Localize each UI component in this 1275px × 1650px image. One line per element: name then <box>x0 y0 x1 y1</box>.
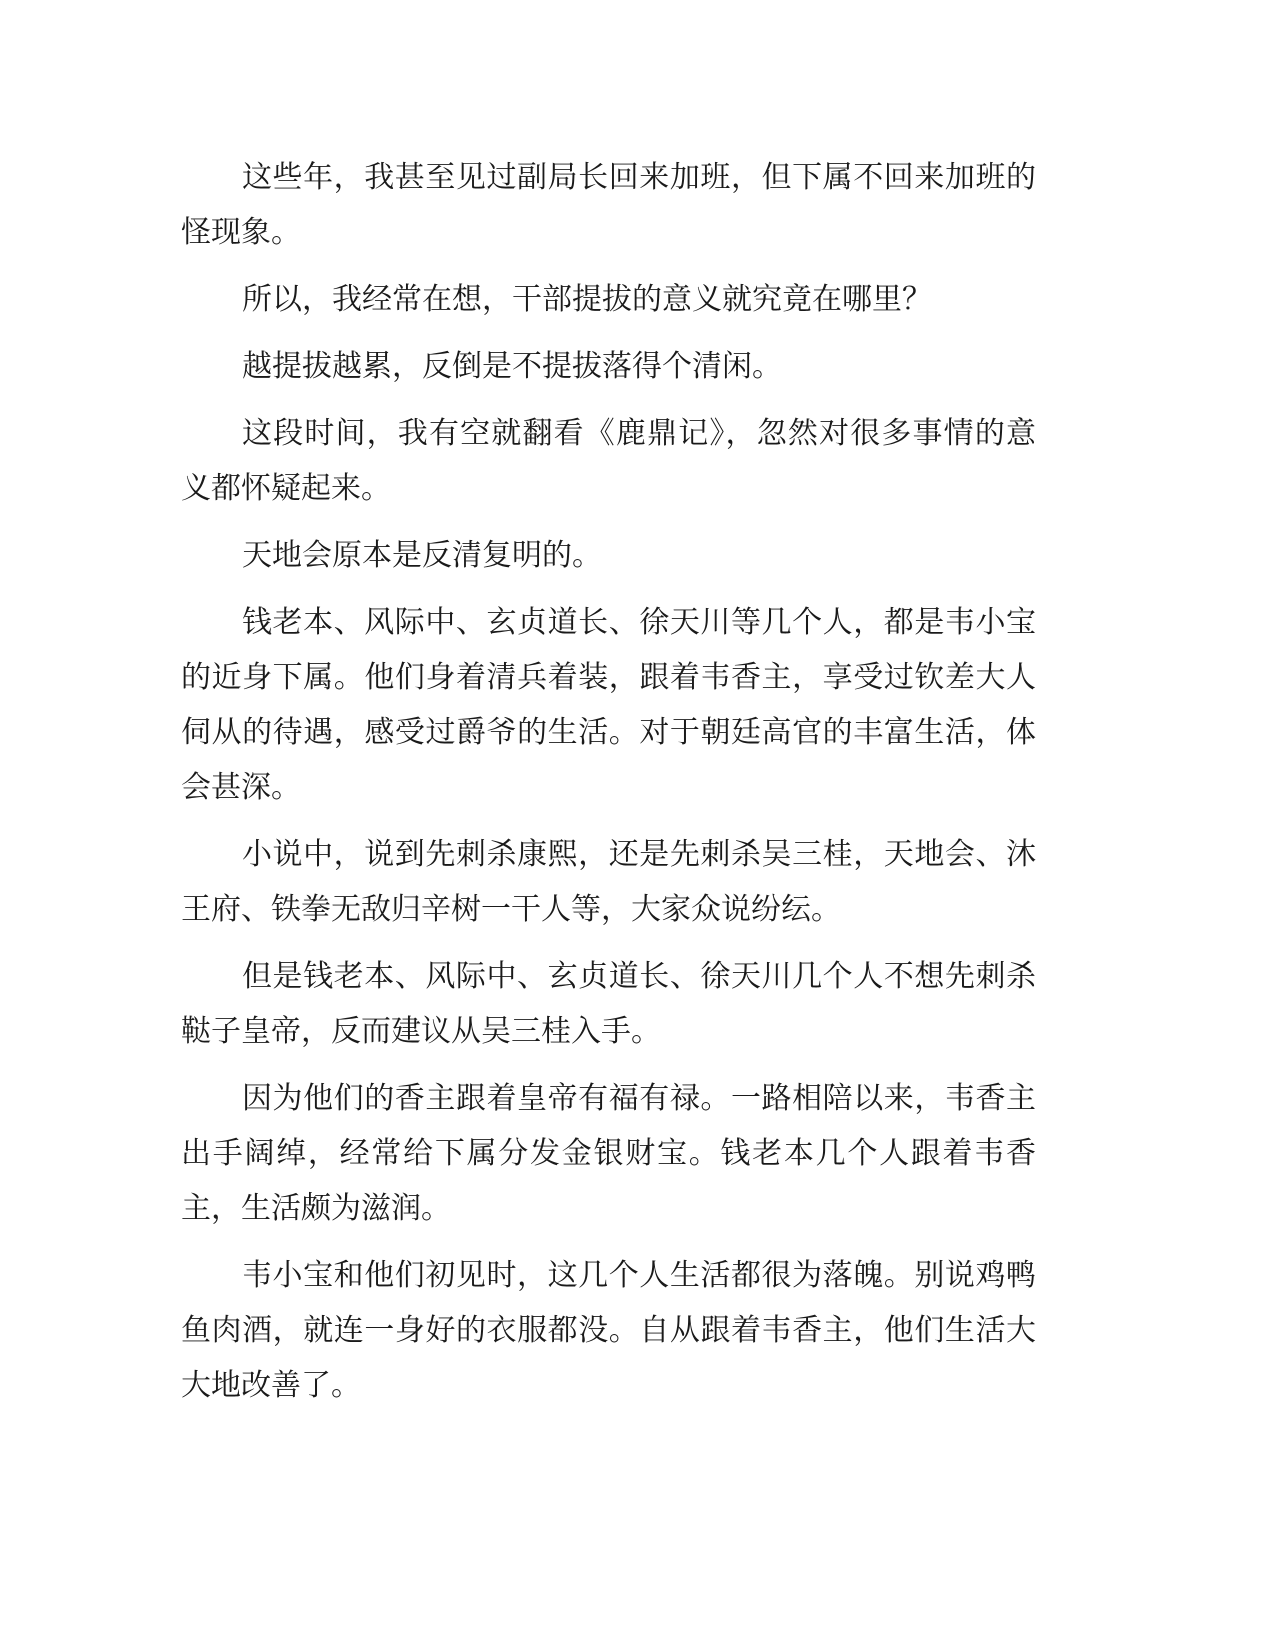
paragraph: 这些年，我甚至见过副局长回来加班，但下属不回来加班的怪现象。 <box>181 160 1036 250</box>
paragraph: 钱老本、风际中、玄贞道长、徐天川等几个人，都是韦小宝的近身下属。他们身着清兵着装，跟着韦香主，享受过钦差大人伺从的待遇，感受过爵爷的生活。对于朝廷高官的丰富生活，体会甚深。 <box>181 605 1036 805</box>
paragraph: 因为他们的香主跟着皇帝有福有禄。一路相陪以来，韦香主出手阔绰，经常给下属分发金银财宝。钱老本几个人跟着韦香主，生活颇为滋润。 <box>181 1081 1036 1226</box>
paragraph: 天地会原本是反清复明的。 <box>242 538 602 573</box>
paragraph: 这段时间，我有空就翻看《鹿鼎记》，忽然对很多事情的意义都怀疑起来。 <box>181 416 1036 506</box>
paragraph: 但是钱老本、风际中、玄贞道长、徐天川几个人不想先刺杀鞑子皇帝，反而建议从吴三桂入手。 <box>181 959 1036 1049</box>
paragraph: 韦小宝和他们初见时，这几个人生活都很为落魄。别说鸡鸭鱼肉酒，就连一身好的衣服都没。自从跟着韦香主，他们生活大大地改善了。 <box>181 1258 1036 1403</box>
paragraph: 越提拔越累，反倒是不提拔落得个清闲。 <box>242 349 782 384</box>
document-body <box>181 150 1036 1413</box>
paragraph: 小说中，说到先刺杀康熙，还是先刺杀吴三桂，天地会、沐王府、铁拳无敌归辛树一干人等，大家众说纷纭。 <box>181 837 1036 927</box>
paragraph: 所以，我经常在想，干部提拔的意义就究竟在哪里？ <box>242 282 932 317</box>
